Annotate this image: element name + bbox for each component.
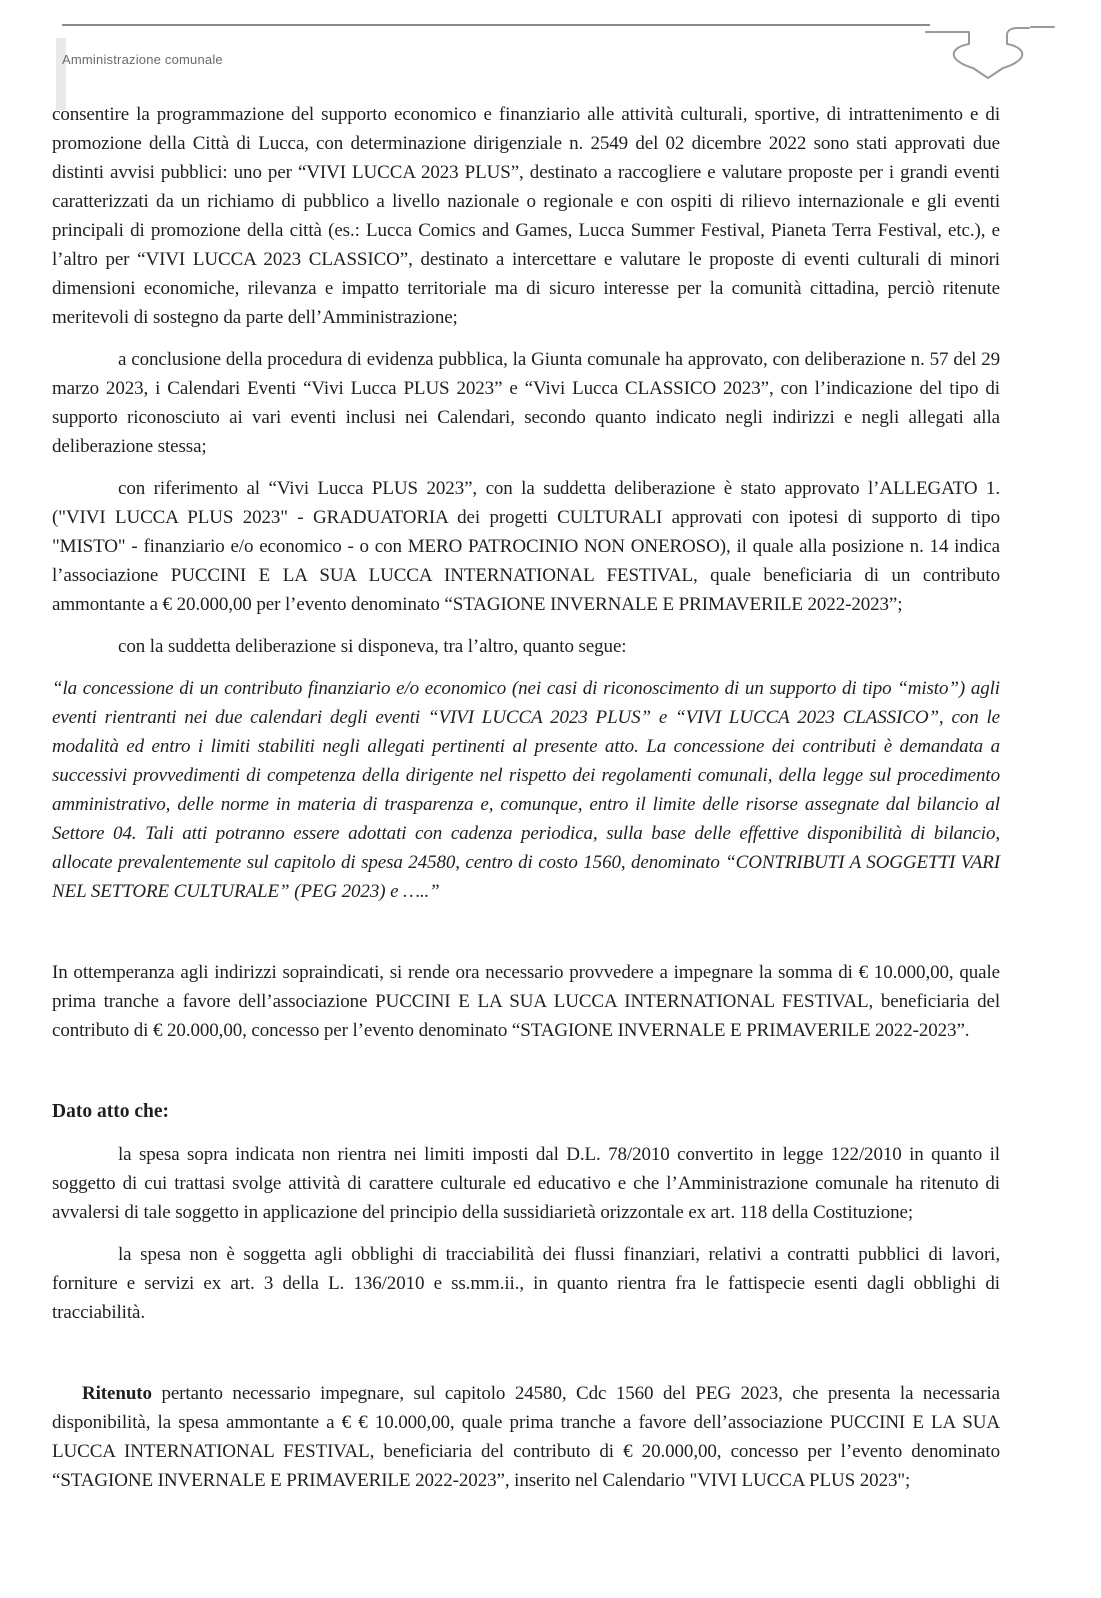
ritenuto-body-text: pertanto necessario impegnare, sul capitolo 24580, Cdc 1560 del PEG 2023, che presenta la necessaria disponibilità, la spesa ammontante a € € 10.000,00, quale prima tranche a favore dell’associazione PUCCINI E LA SUA LUCCA INTERNATIONAL FESTIVAL, beneficiaria del contributo di € 20.000,00, concesso per l’evento denominato “STAGIONE INVERNALE E PRIMAVERILE 2022-2023”, inserito nel Calendario "VIVI LUCCA PLUS 2023"; <box>52 1383 1000 1491</box>
paragraph-ritenuto <box>52 1379 1000 1495</box>
paragraph-limiti-spesa: la spesa sopra indicata non rientra nei limiti imposti dal D.L. 78/2010 convertito in legge 122/2010 in quanto il soggetto di cui trattasi svolge attività di carattere culturale ed educativo e che l’Amministrazione comunale ha ritenuto di avvalersi di tale soggetto in applicazione del principio della sussidiarietà orizzontale ex art. 118 della Costituzione; <box>52 1144 1000 1223</box>
paragraph-tracciabilita: la spesa non è soggetta agli obblighi di tracciabilità dei flussi finanziari, relativi a contratti pubblici di lavori, forniture e servizi ex art. 3 della L. 136/2010 e ss.mm.ii., in quanto rientra fra le fattispecie esenti dagli obblighi di tracciabilità. <box>52 1244 1000 1323</box>
header-rule <box>62 24 930 26</box>
paragraph-riferimento-plus: con riferimento al “Vivi Lucca PLUS 2023”, con la suddetta deliberazione è stato approvato l’ALLEGATO 1. ("VIVI LUCCA PLUS 2023" - GRADUATORIA dei progetti CULTURALI approvati con ipotesi di supporto di tipo "MISTO" - finanziario e/o economico - o con MERO PATROCINIO NON ONEROSO), il quale alla posizione n. 14 indica l’associazione PUCCINI E LA SUA LUCCA INTERNATIONAL FESTIVAL, quale beneficiaria di un contributo ammontante a € 20.000,00 per l’evento denominato “STAGIONE INVERNALE E PRIMAVERILE 2022-2023”; <box>52 478 1000 615</box>
header-department-label: Amministrazione comunale <box>62 52 223 67</box>
paragraph-disposizione-intro: con la suddetta deliberazione si disponeva, tra l’altro, quanto segue: <box>118 636 627 657</box>
paragraph-conclusione-procedura: a conclusione della procedura di evidenza pubblica, la Giunta comunale ha approvato, con deliberazione n. 57 del 29 marzo 2023, i Calendari Eventi “Vivi Lucca PLUS 2023” e “Vivi Lucca CLASSICO 2023”, con l’indicazione del tipo di supporto riconosciuto ai vari eventi inclusi nei Calendari, secondo quanto indicato negli indirizzi e negli allegati alla deliberazione stessa; <box>52 349 1000 457</box>
document-body <box>52 100 1000 1508</box>
section-heading-dato-atto: Dato atto che: <box>52 1101 169 1122</box>
paragraph-premessa: consentire la programmazione del supporto economico e finanziario alle attività culturali, sportive, di intrattenimento e di promozione della Città di Lucca, con determinazione dirigenziale n. 2549 del 02 dicembre 2022 sono stati approvati due distinti avvisi pubblici: uno per “VIVI LUCCA 2023 PLUS”, destinato a raccogliere e valutare proposte per i grandi eventi caratterizzati da un richiamo di pubblico a livello nazionale o regionale e con ospiti di rilievo internazionale e gli eventi principali di promozione della città (es.: Lucca Comics and Games, Lucca Summer Festival, Pianeta Terra Festival, etc.), e l’altro per “VIVI LUCCA 2023 CLASSICO”, destinato a intercettare e valutare le proposte di eventi culturali di minori dimensioni economiche, rilevanza e impatto territoriale ma di sicuro interesse per la comunità cittadina, perciò ritenute meritevoli di sostegno da parte dell’Amministrazione; <box>52 104 1000 328</box>
blockquote-delibera: “la concessione di un contributo finanziario e/o economico (nei casi di riconoscimento di un supporto di tipo “misto”) agli eventi rientranti nei due calendari degli eventi “VIVI LUCCA 2023 PLUS” e “VIVI LUCCA 2023 CLASSICO”, con le modalità ed entro i limiti stabiliti negli allegati pertinenti al presente atto. La concessione dei contributi è demandata a successivi provvedimenti di competenza della dirigente nel rispetto dei regolamenti comunali, della legge sul procedimento amministrativo, delle norme in materia di trasparenza e, comunque, entro il limite delle risorse assegnate dal bilancio al Settore 04. Tali atti potranno essere adottati con cadenza periodica, sulla base delle effettive disponibilità di bilancio, allocate prevalentemente sul capitolo di spesa 24580, centro di costo 1560, denominato “CONTRIBUTI A SOGGETTI VARI NEL SETTORE CULTURALE” (PEG 2023) e …..” <box>52 678 1000 902</box>
page-corner-arrow-icon <box>925 18 1055 80</box>
paragraph-ottemperanza: In ottemperanza agli indirizzi sopraindicati, si rende ora necessario provvedere a impegnare la somma di € 10.000,00, quale prima tranche a favore dell’associazione PUCCINI E LA SUA LUCCA INTERNATIONAL FESTIVAL, beneficiaria del contributo di € 20.000,00, concesso per l’evento denominato “STAGIONE INVERNALE E PRIMAVERILE 2022-2023”. <box>52 962 1000 1041</box>
ritenuto-lead-word: Ritenuto <box>82 1383 152 1404</box>
